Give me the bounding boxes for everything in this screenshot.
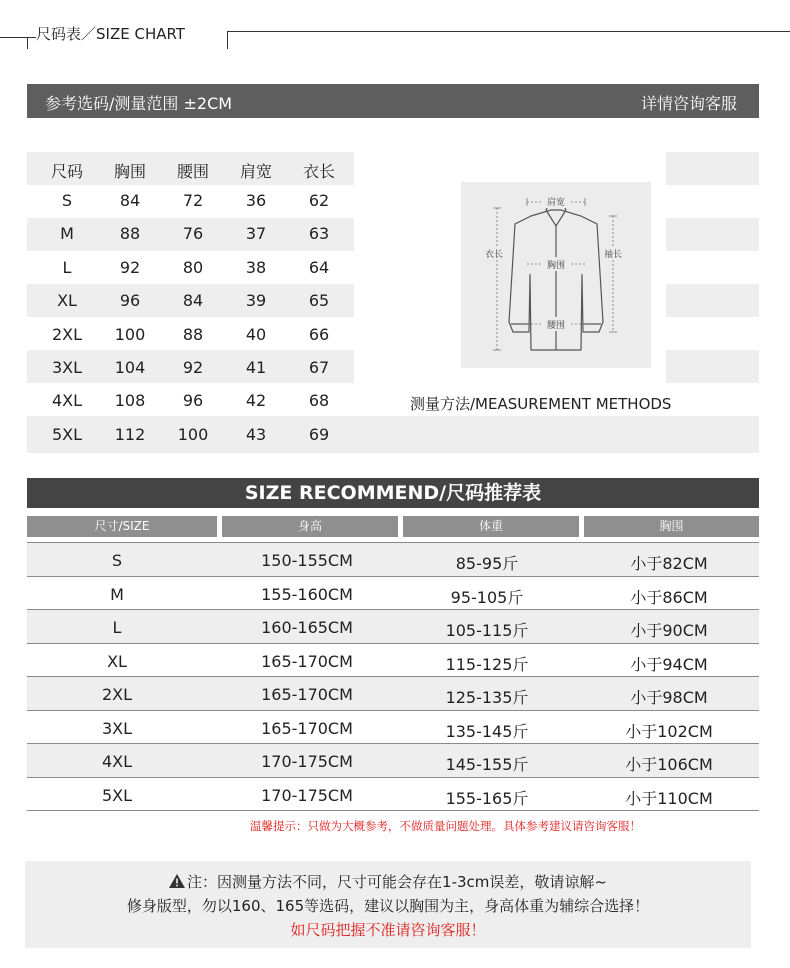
- warning-icon: [169, 874, 185, 888]
- chest-cell: 96: [119, 291, 141, 310]
- length-cell: 66: [308, 325, 330, 344]
- rec-size-cell: S: [111, 551, 123, 570]
- notice-line-3: 如尺码把握不准请咨询客服！: [290, 921, 486, 939]
- chest-cell: 108: [114, 391, 146, 410]
- chest-cell: 104: [114, 358, 146, 377]
- consult-service-text: 详情咨询客服: [640, 94, 737, 113]
- rec-height-cell: 155-160CM: [261, 585, 353, 604]
- size-cell: 3XL: [51, 358, 83, 377]
- length-cell: 63: [308, 224, 330, 243]
- table-row: [27, 711, 759, 744]
- rec-chest-cell: 小于110CM: [625, 789, 713, 808]
- rec-col-header-chest: 胸围: [584, 516, 759, 537]
- length-cell: 68: [308, 391, 330, 410]
- length-label: 衣长: [485, 250, 504, 260]
- table-row: [27, 677, 759, 710]
- waist-cell: 92: [182, 358, 204, 377]
- rec-chest-cell: 小于86CM: [630, 588, 708, 607]
- chest-cell: 88: [119, 224, 141, 243]
- warm-tip: 温馨提示：只做为大概参考，不做质量问题处理。具体参考建议请咨询客服！: [250, 819, 641, 833]
- shoulder-cell: 38: [245, 258, 267, 277]
- shoulder-cell: 37: [245, 224, 267, 243]
- rec-weight-cell: 85-95斤: [455, 554, 519, 573]
- rec-height-cell: 170-175CM: [261, 786, 353, 805]
- waist-cell: 100: [177, 425, 209, 444]
- col-header-chest: 胸围: [113, 162, 146, 181]
- size-cell: L: [62, 258, 72, 277]
- sleeve-label: 袖长: [603, 250, 623, 260]
- table-row: [27, 744, 759, 777]
- notice-line-1: [25, 871, 751, 892]
- rec-chest-cell: 小于98CM: [630, 688, 708, 707]
- rec-height-cell: 165-170CM: [261, 652, 353, 671]
- rec-size-cell: 3XL: [101, 719, 133, 738]
- measurement-methods-caption: 测量方法/MEASUREMENT METHODS: [410, 395, 672, 413]
- size-cell: S: [61, 191, 73, 210]
- rec-chest-cell: 小于90CM: [630, 621, 708, 640]
- shoulder-cell: 40: [245, 325, 267, 344]
- length-cell: 65: [308, 291, 330, 310]
- rec-weight-cell: 95-105斤: [450, 588, 524, 607]
- size-recommend-title: SIZE RECOMMEND/尺码推荐表: [27, 478, 759, 508]
- header-line-right: [227, 31, 790, 32]
- notice-box: [25, 861, 751, 948]
- size-cell: 5XL: [51, 425, 83, 444]
- waist-cell: 88: [182, 325, 204, 344]
- shoulder-cell: 41: [245, 358, 267, 377]
- rec-col-header-weight: 体重: [403, 516, 579, 537]
- rec-col-header-height: 身高: [222, 516, 398, 537]
- shoulder-cell: 42: [245, 391, 267, 410]
- header-tick-left: [27, 37, 28, 49]
- rec-chest-cell: 小于82CM: [630, 554, 708, 573]
- rec-weight-cell: 135-145斤: [445, 722, 529, 741]
- rec-size-cell: 5XL: [101, 786, 133, 805]
- waist-cell: 80: [182, 258, 204, 277]
- table-row: [27, 644, 759, 677]
- rec-height-cell: 150-155CM: [261, 551, 353, 570]
- size-cell: 2XL: [51, 325, 83, 344]
- waist-cell: 84: [182, 291, 204, 310]
- header-tick-right: [227, 31, 228, 49]
- shoulder-cell: 36: [245, 191, 267, 210]
- rec-chest-cell: 小于94CM: [630, 655, 708, 674]
- rec-chest-cell: 小于106CM: [625, 755, 713, 774]
- length-cell: 69: [308, 425, 330, 444]
- rec-height-cell: 165-170CM: [261, 719, 353, 738]
- col-header-waist: 腰围: [176, 162, 209, 181]
- header-line-left: [0, 37, 36, 38]
- waist-label: 腰围: [546, 321, 566, 331]
- size-cell: 4XL: [51, 391, 83, 410]
- col-header-size: 尺码: [50, 162, 83, 181]
- shoulder-label: 肩宽: [546, 198, 566, 208]
- rec-weight-cell: 145-155斤: [445, 755, 529, 774]
- chest-cell: 112: [114, 425, 146, 444]
- rec-weight-cell: 115-125斤: [445, 655, 529, 674]
- notice-line-2: 修身版型，勿以160、165等选码，建议以胸围为主，身高体重为辅综合选择！: [126, 897, 650, 915]
- rec-weight-cell: 125-135斤: [445, 688, 529, 707]
- size-cell: M: [60, 224, 74, 243]
- chest-cell: 84: [119, 191, 141, 210]
- rec-weight-cell: 155-165斤: [445, 789, 529, 808]
- rec-chest-cell: 小于102CM: [625, 722, 713, 741]
- shirt-measurement-diagram: [461, 182, 651, 368]
- waist-cell: 96: [182, 391, 204, 410]
- reference-bar: [27, 84, 759, 118]
- waist-cell: 76: [182, 224, 204, 243]
- chest-label: 胸围: [546, 261, 566, 271]
- rec-height-cell: 170-175CM: [261, 752, 353, 771]
- table-row: [27, 778, 759, 811]
- table-row: [27, 543, 759, 576]
- waist-cell: 72: [182, 191, 204, 210]
- rec-weight-cell: 105-115斤: [445, 621, 529, 640]
- shirt-icon: [461, 182, 651, 368]
- shoulder-cell: 39: [245, 291, 267, 310]
- length-cell: 67: [308, 358, 330, 377]
- table-row: [27, 610, 759, 643]
- rec-size-cell: 4XL: [101, 752, 133, 771]
- rec-size-cell: 2XL: [101, 685, 133, 704]
- chest-cell: 92: [119, 258, 141, 277]
- size-cell: XL: [57, 291, 77, 310]
- chest-cell: 100: [114, 325, 146, 344]
- table-row: [27, 577, 759, 610]
- page-title: 尺码表／SIZE CHART: [36, 25, 185, 43]
- rec-size-cell: XL: [107, 652, 127, 671]
- col-header-length: 衣长: [302, 162, 335, 181]
- rec-height-cell: 160-165CM: [261, 618, 353, 637]
- rec-height-cell: 165-170CM: [261, 685, 353, 704]
- rec-size-cell: L: [112, 618, 122, 637]
- row-divider: [27, 810, 759, 811]
- shoulder-cell: 43: [245, 425, 267, 444]
- rec-size-cell: M: [110, 585, 124, 604]
- col-header-shoulder: 肩宽: [239, 162, 272, 181]
- length-cell: 64: [308, 258, 330, 277]
- length-cell: 62: [308, 191, 330, 210]
- rec-col-header-size: 尺寸/SIZE: [27, 516, 217, 537]
- reference-range-text: 参考选码/测量范围 ±2CM: [45, 94, 233, 113]
- notice-line-1-text: 注：因测量方法不同，尺寸可能会存在1-3cm误差，敬请谅解~: [187, 873, 607, 891]
